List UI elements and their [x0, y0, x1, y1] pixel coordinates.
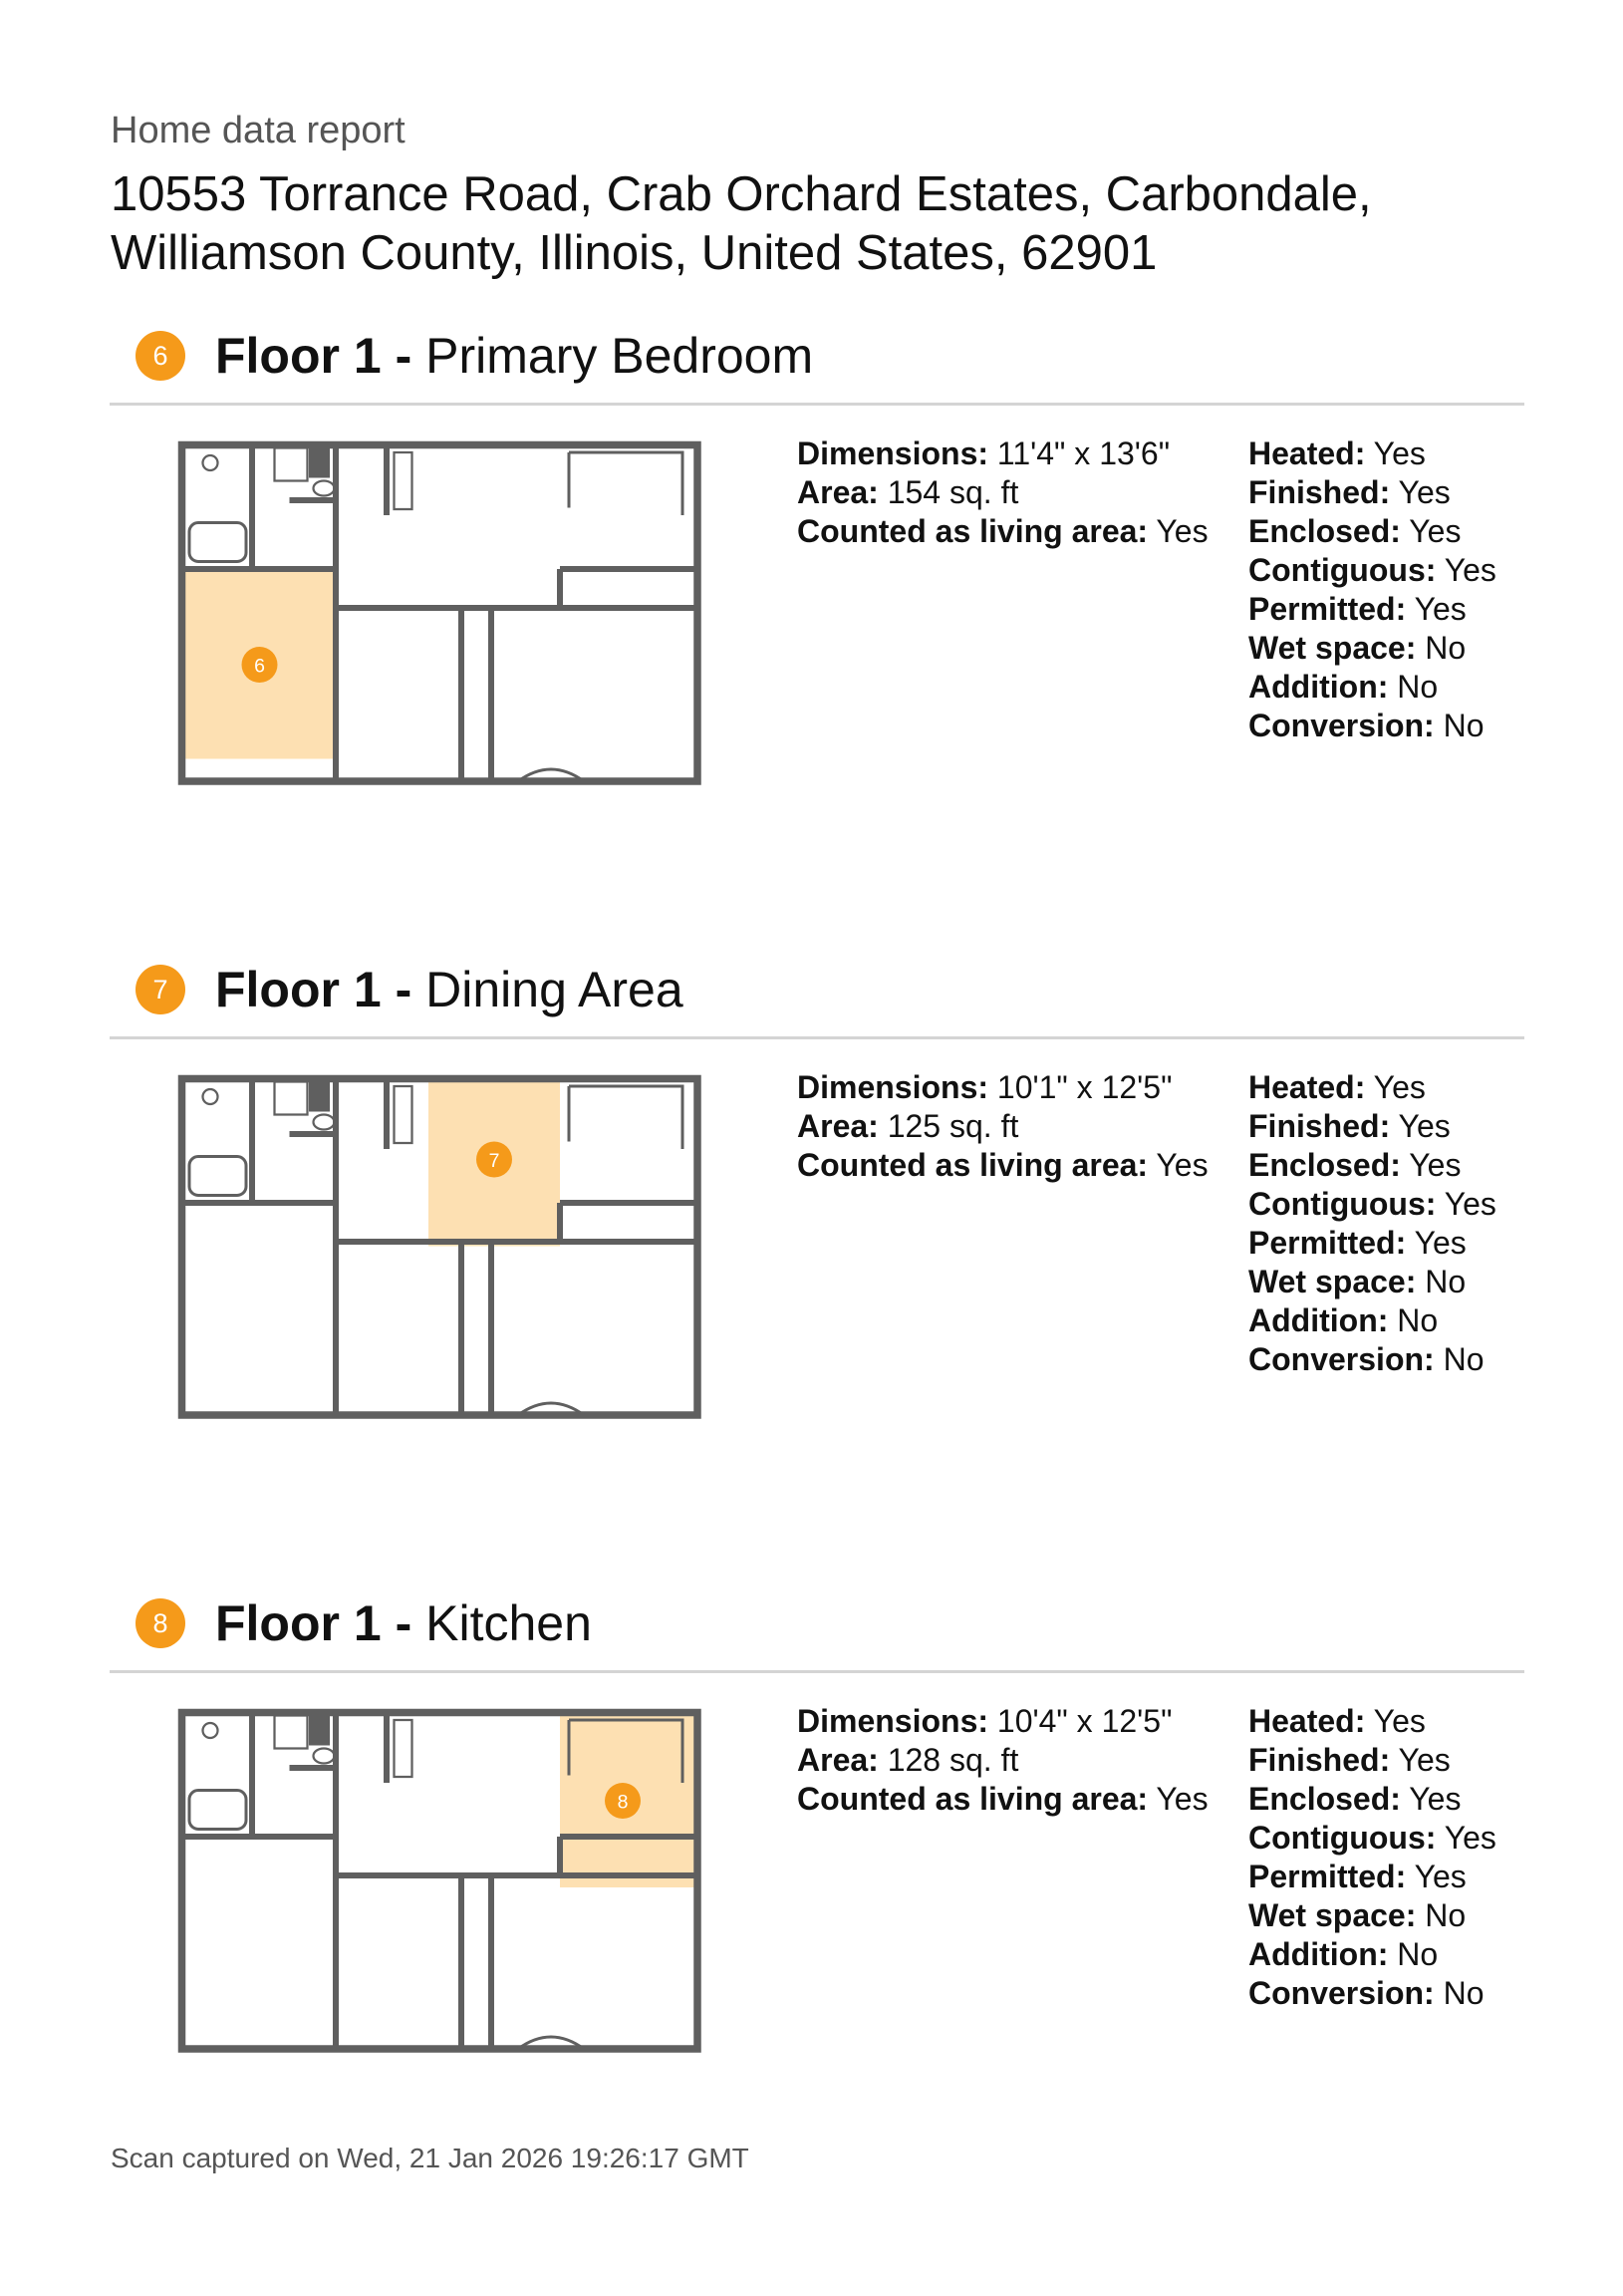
- detail-label: Addition:: [1248, 1302, 1389, 1338]
- detail-row: [1248, 1935, 1496, 1974]
- detail-label: Wet space:: [1248, 630, 1417, 666]
- detail-value: No: [1434, 708, 1485, 743]
- detail-value: No: [1434, 1341, 1485, 1377]
- detail-value: No: [1416, 630, 1467, 666]
- detail-row: [1248, 1741, 1496, 1780]
- divider: [110, 403, 1524, 406]
- title-separator: -: [381, 1595, 426, 1651]
- detail-row: [1248, 1974, 1496, 2013]
- room-section: [0, 1588, 1623, 2107]
- detail-row: [1248, 434, 1496, 473]
- closet-block: [309, 1082, 330, 1112]
- detail-value: No: [1388, 1936, 1439, 1972]
- detail-value: No: [1416, 1264, 1467, 1299]
- detail-row: [1248, 512, 1496, 551]
- detail-row: [1248, 1185, 1496, 1224]
- room-header: [135, 1588, 592, 1658]
- counter: [395, 452, 412, 509]
- detail-row: [1248, 1340, 1496, 1379]
- detail-label: Enclosed:: [1248, 513, 1401, 549]
- detail-row: [1248, 1224, 1496, 1263]
- room-marker-label: 8: [617, 1791, 629, 1814]
- room-name: Dining Area: [425, 962, 683, 1017]
- detail-value: Yes: [1148, 1147, 1209, 1183]
- floor-label: Floor 1: [215, 328, 382, 384]
- bathtub: [189, 1791, 246, 1830]
- detail-value: Yes: [1390, 1108, 1451, 1144]
- title-separator: -: [381, 328, 426, 384]
- detail-value: Yes: [1406, 1859, 1467, 1894]
- details-right: [1248, 1068, 1496, 1379]
- detail-label: Counted as living area:: [797, 1781, 1149, 1817]
- detail-label: Heated:: [1248, 435, 1366, 471]
- detail-label: Permitted:: [1248, 1859, 1407, 1894]
- room-marker-label: 6: [254, 655, 265, 678]
- closet-block: [309, 448, 330, 478]
- detail-label: Conversion:: [1248, 1975, 1435, 2011]
- detail-label: Heated:: [1248, 1069, 1366, 1105]
- detail-row: [797, 1780, 1209, 1819]
- detail-label: Heated:: [1248, 1703, 1366, 1739]
- detail-label: Wet space:: [1248, 1897, 1417, 1933]
- detail-row: [797, 512, 1209, 551]
- kitchen-counter: [569, 1086, 682, 1149]
- details-left: [797, 1068, 1209, 1185]
- sink: [203, 455, 218, 470]
- details-left: [797, 1702, 1209, 1819]
- detail-row: [1248, 1858, 1496, 1896]
- detail-label: Finished:: [1248, 1108, 1391, 1144]
- room-name: Primary Bedroom: [425, 328, 814, 384]
- divider: [110, 1036, 1524, 1039]
- detail-value: Yes: [1365, 435, 1426, 471]
- toilet: [314, 1115, 335, 1130]
- bathtub: [189, 523, 246, 562]
- floor-plan: [177, 1074, 701, 1419]
- counter: [395, 1086, 412, 1143]
- room-title: [215, 327, 813, 385]
- detail-row: [1248, 1146, 1496, 1185]
- detail-label: Conversion:: [1248, 708, 1435, 743]
- detail-value: Yes: [1406, 1225, 1467, 1261]
- room-marker-label: 7: [488, 1150, 500, 1172]
- detail-row: [1248, 629, 1496, 668]
- room-title: [215, 1594, 592, 1652]
- detail-row: [797, 1068, 1209, 1107]
- room-number-badge: 7: [135, 965, 185, 1014]
- detail-label: Addition:: [1248, 1936, 1389, 1972]
- detail-label: Addition:: [1248, 669, 1389, 705]
- plan-group: [182, 1713, 698, 2050]
- detail-label: Contiguous:: [1248, 552, 1437, 588]
- detail-row: [1248, 1780, 1496, 1819]
- sink: [203, 1723, 218, 1738]
- room-header: [135, 321, 813, 391]
- detail-value: No: [1388, 1302, 1439, 1338]
- detail-label: Wet space:: [1248, 1264, 1417, 1299]
- detail-value: Yes: [1148, 1781, 1209, 1817]
- detail-label: Enclosed:: [1248, 1781, 1401, 1817]
- detail-value: Yes: [1436, 1820, 1496, 1856]
- detail-label: Conversion:: [1248, 1341, 1435, 1377]
- detail-value: 10'4" x 12'5": [988, 1703, 1173, 1739]
- detail-row: [1248, 1896, 1496, 1935]
- detail-label: Dimensions:: [797, 1703, 989, 1739]
- detail-value: Yes: [1390, 474, 1451, 510]
- room-title: [215, 961, 683, 1018]
- detail-label: Finished:: [1248, 474, 1391, 510]
- room-number-badge: 8: [135, 1598, 185, 1648]
- detail-value: Yes: [1400, 1147, 1462, 1183]
- shower: [275, 1716, 308, 1749]
- title-separator: -: [381, 962, 426, 1017]
- detail-label: Contiguous:: [1248, 1186, 1437, 1222]
- detail-value: No: [1416, 1897, 1467, 1933]
- detail-row: [1248, 1068, 1496, 1107]
- bathtub: [189, 1157, 246, 1196]
- page-title: 10553 Torrance Road, Crab Orchard Estates, Carbondale, Williamson County, Illinois, United States, 62901: [111, 167, 1372, 280]
- floor-plan: [177, 440, 701, 785]
- detail-label: Finished:: [1248, 1742, 1391, 1778]
- detail-value: Yes: [1390, 1742, 1451, 1778]
- plan-group: [182, 445, 698, 782]
- kitchen-counter: [569, 452, 682, 515]
- detail-label: Dimensions:: [797, 1069, 989, 1105]
- detail-row: [1248, 1301, 1496, 1340]
- closet-block: [309, 1716, 330, 1746]
- detail-value: 11'4" x 13'6": [988, 435, 1171, 471]
- detail-value: Yes: [1365, 1069, 1426, 1105]
- detail-label: Enclosed:: [1248, 1147, 1401, 1183]
- detail-row: [1248, 1819, 1496, 1858]
- room-section: [0, 955, 1623, 1473]
- detail-row: [1248, 1702, 1496, 1741]
- floor-label: Floor 1: [215, 1595, 382, 1651]
- detail-label: Dimensions:: [797, 435, 989, 471]
- detail-row: [797, 1146, 1209, 1185]
- sink: [203, 1089, 218, 1104]
- detail-row: [797, 434, 1209, 473]
- details-right: [1248, 1702, 1496, 2013]
- detail-value: Yes: [1436, 552, 1496, 588]
- floor-label: Floor 1: [215, 962, 382, 1017]
- detail-label: Area:: [797, 474, 879, 510]
- floor-plan: [177, 1708, 701, 2053]
- counter: [395, 1720, 412, 1777]
- scan-timestamp: Scan captured on Wed, 21 Jan 2026 19:26:17 GMT: [111, 2143, 749, 2173]
- details-right: [1248, 434, 1496, 745]
- detail-value: Yes: [1148, 513, 1209, 549]
- detail-label: Counted as living area:: [797, 1147, 1149, 1183]
- detail-row: [1248, 668, 1496, 707]
- detail-row: [797, 1107, 1209, 1146]
- toilet: [314, 1749, 335, 1764]
- detail-value: Yes: [1406, 591, 1467, 627]
- room-section: [0, 321, 1623, 839]
- detail-row: [797, 473, 1209, 512]
- detail-value: Yes: [1436, 1186, 1496, 1222]
- detail-row: [797, 1741, 1209, 1780]
- plan-group: [182, 1079, 698, 1416]
- details-left: [797, 434, 1209, 551]
- detail-value: 10'1" x 12'5": [988, 1069, 1173, 1105]
- detail-row: [1248, 473, 1496, 512]
- detail-label: Permitted:: [1248, 591, 1407, 627]
- report-label: Home data report: [111, 110, 406, 151]
- room-header: [135, 955, 683, 1024]
- shower: [275, 448, 308, 481]
- detail-row: [1248, 590, 1496, 629]
- detail-row: [1248, 1107, 1496, 1146]
- detail-label: Area:: [797, 1108, 879, 1144]
- detail-value: No: [1388, 669, 1439, 705]
- shower: [275, 1082, 308, 1115]
- detail-row: [1248, 707, 1496, 745]
- detail-value: 125 sq. ft: [878, 1108, 1019, 1144]
- room-name: Kitchen: [425, 1595, 592, 1651]
- detail-value: No: [1434, 1975, 1485, 2011]
- room-number-badge: 6: [135, 331, 185, 381]
- detail-value: Yes: [1400, 513, 1462, 549]
- detail-value: Yes: [1400, 1781, 1462, 1817]
- detail-value: 128 sq. ft: [878, 1742, 1019, 1778]
- detail-value: 154 sq. ft: [878, 474, 1019, 510]
- toilet: [314, 481, 335, 496]
- detail-row: [1248, 1263, 1496, 1301]
- detail-value: Yes: [1365, 1703, 1426, 1739]
- divider: [110, 1670, 1524, 1673]
- detail-label: Counted as living area:: [797, 513, 1149, 549]
- detail-label: Contiguous:: [1248, 1820, 1437, 1856]
- detail-label: Permitted:: [1248, 1225, 1407, 1261]
- detail-label: Area:: [797, 1742, 879, 1778]
- detail-row: [797, 1702, 1209, 1741]
- detail-row: [1248, 551, 1496, 590]
